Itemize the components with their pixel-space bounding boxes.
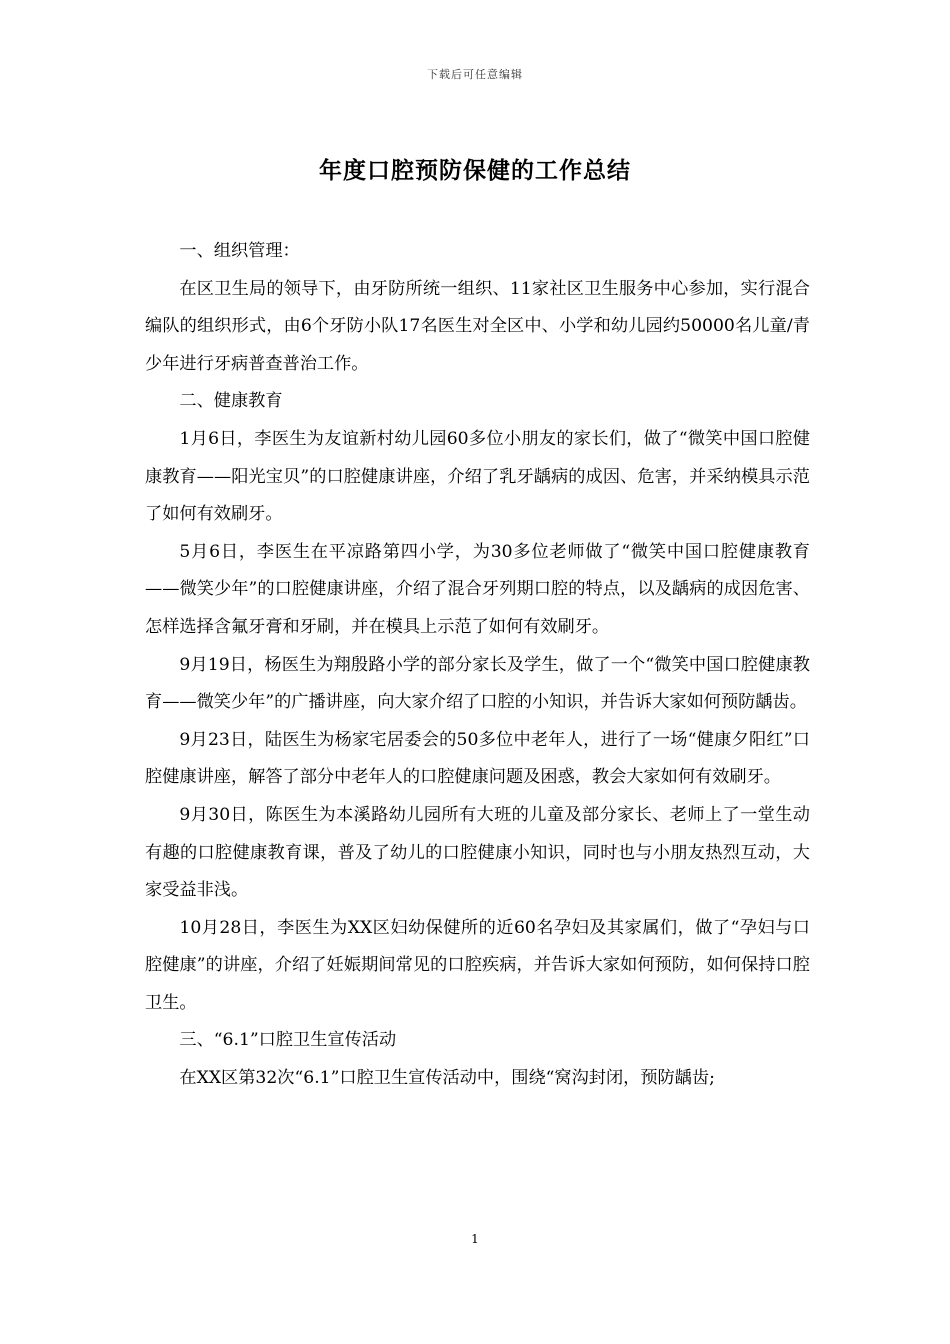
document-body	[145, 233, 810, 1098]
paragraph-sep-30: 9月30日，陈医生为本溪路幼儿园所有大班的儿童及部分家长、老师上了一堂生动有趣的口腔健康教育课，普及了幼儿的口腔健康小知识，同时也与小朋友热烈互动，大家受益非浅。	[145, 804, 810, 901]
section-heading-organization: 一、组织管理：	[179, 241, 300, 261]
page-number: 1	[471, 1232, 479, 1246]
paragraph-may-6: 5月6日，李医生在平凉路第四小学，为30多位老师做了“微笑中国口腔健康教育——微笑少年”的口腔健康讲座，介绍了混合牙列期口腔的特点，以及龋病的成因危害、怎样选择含氟牙膏和牙刷，并在模具上示范了如何有效刷牙。	[145, 541, 810, 637]
header-note: 下载后可任意编辑	[427, 68, 523, 81]
paragraph-jan-6: 1月6日，李医生为友谊新村幼儿园60多位小朋友的家长们，做了“微笑中国口腔健康教育——阳光宝贝”的口腔健康讲座，介绍了乳牙龋病的成因、危害，并采纳模具示范了如何有效刷牙。	[145, 428, 810, 525]
paragraph-oct-28: 10月28日，李医生为XX区妇幼保健所的近60名孕妇及其家属们，做了“孕妇与口腔健康”的讲座，介绍了妊娠期间常见的口腔疾病，并告诉大家如何预防，如何保持口腔卫生。	[145, 917, 810, 1013]
section-heading-june-first: 三、“6.1”口腔卫生宣传活动	[179, 1030, 397, 1051]
section-heading-health-education: 二、健康教育	[179, 391, 283, 412]
paragraph-sep-23: 9月23日，陆医生为杨家宅居委会的50多位中老年人，进行了一场“健康夕阳红”口腔健康讲座，解答了部分中老年人的口腔健康问题及困惑，教会大家如何有效刷牙。	[145, 729, 810, 788]
paragraph-sep-19: 9月19日，杨医生为翔殷路小学的部分家长及学生，做了一个“微笑中国口腔健康教育——微笑少年”的广播讲座，向大家介绍了口腔的小知识，并告诉大家如何预防龋齿。	[145, 654, 810, 713]
paragraph-june-first: 在XX区第32次“6.1”口腔卫生宣传活动中，围绕“窝沟封闭，预防龋齿;	[179, 1068, 715, 1089]
paragraph-organization: 在区卫生局的领导下，由牙防所统一组织、11家社区卫生服务中心参加，实行混合编队的组织形式，由6个牙防小队17名医生对全区中、小学和幼儿园约50000名儿童/青少年进行牙病普查普治工作。	[145, 278, 810, 374]
document-title: 年度口腔预防保健的工作总结	[319, 158, 631, 184]
